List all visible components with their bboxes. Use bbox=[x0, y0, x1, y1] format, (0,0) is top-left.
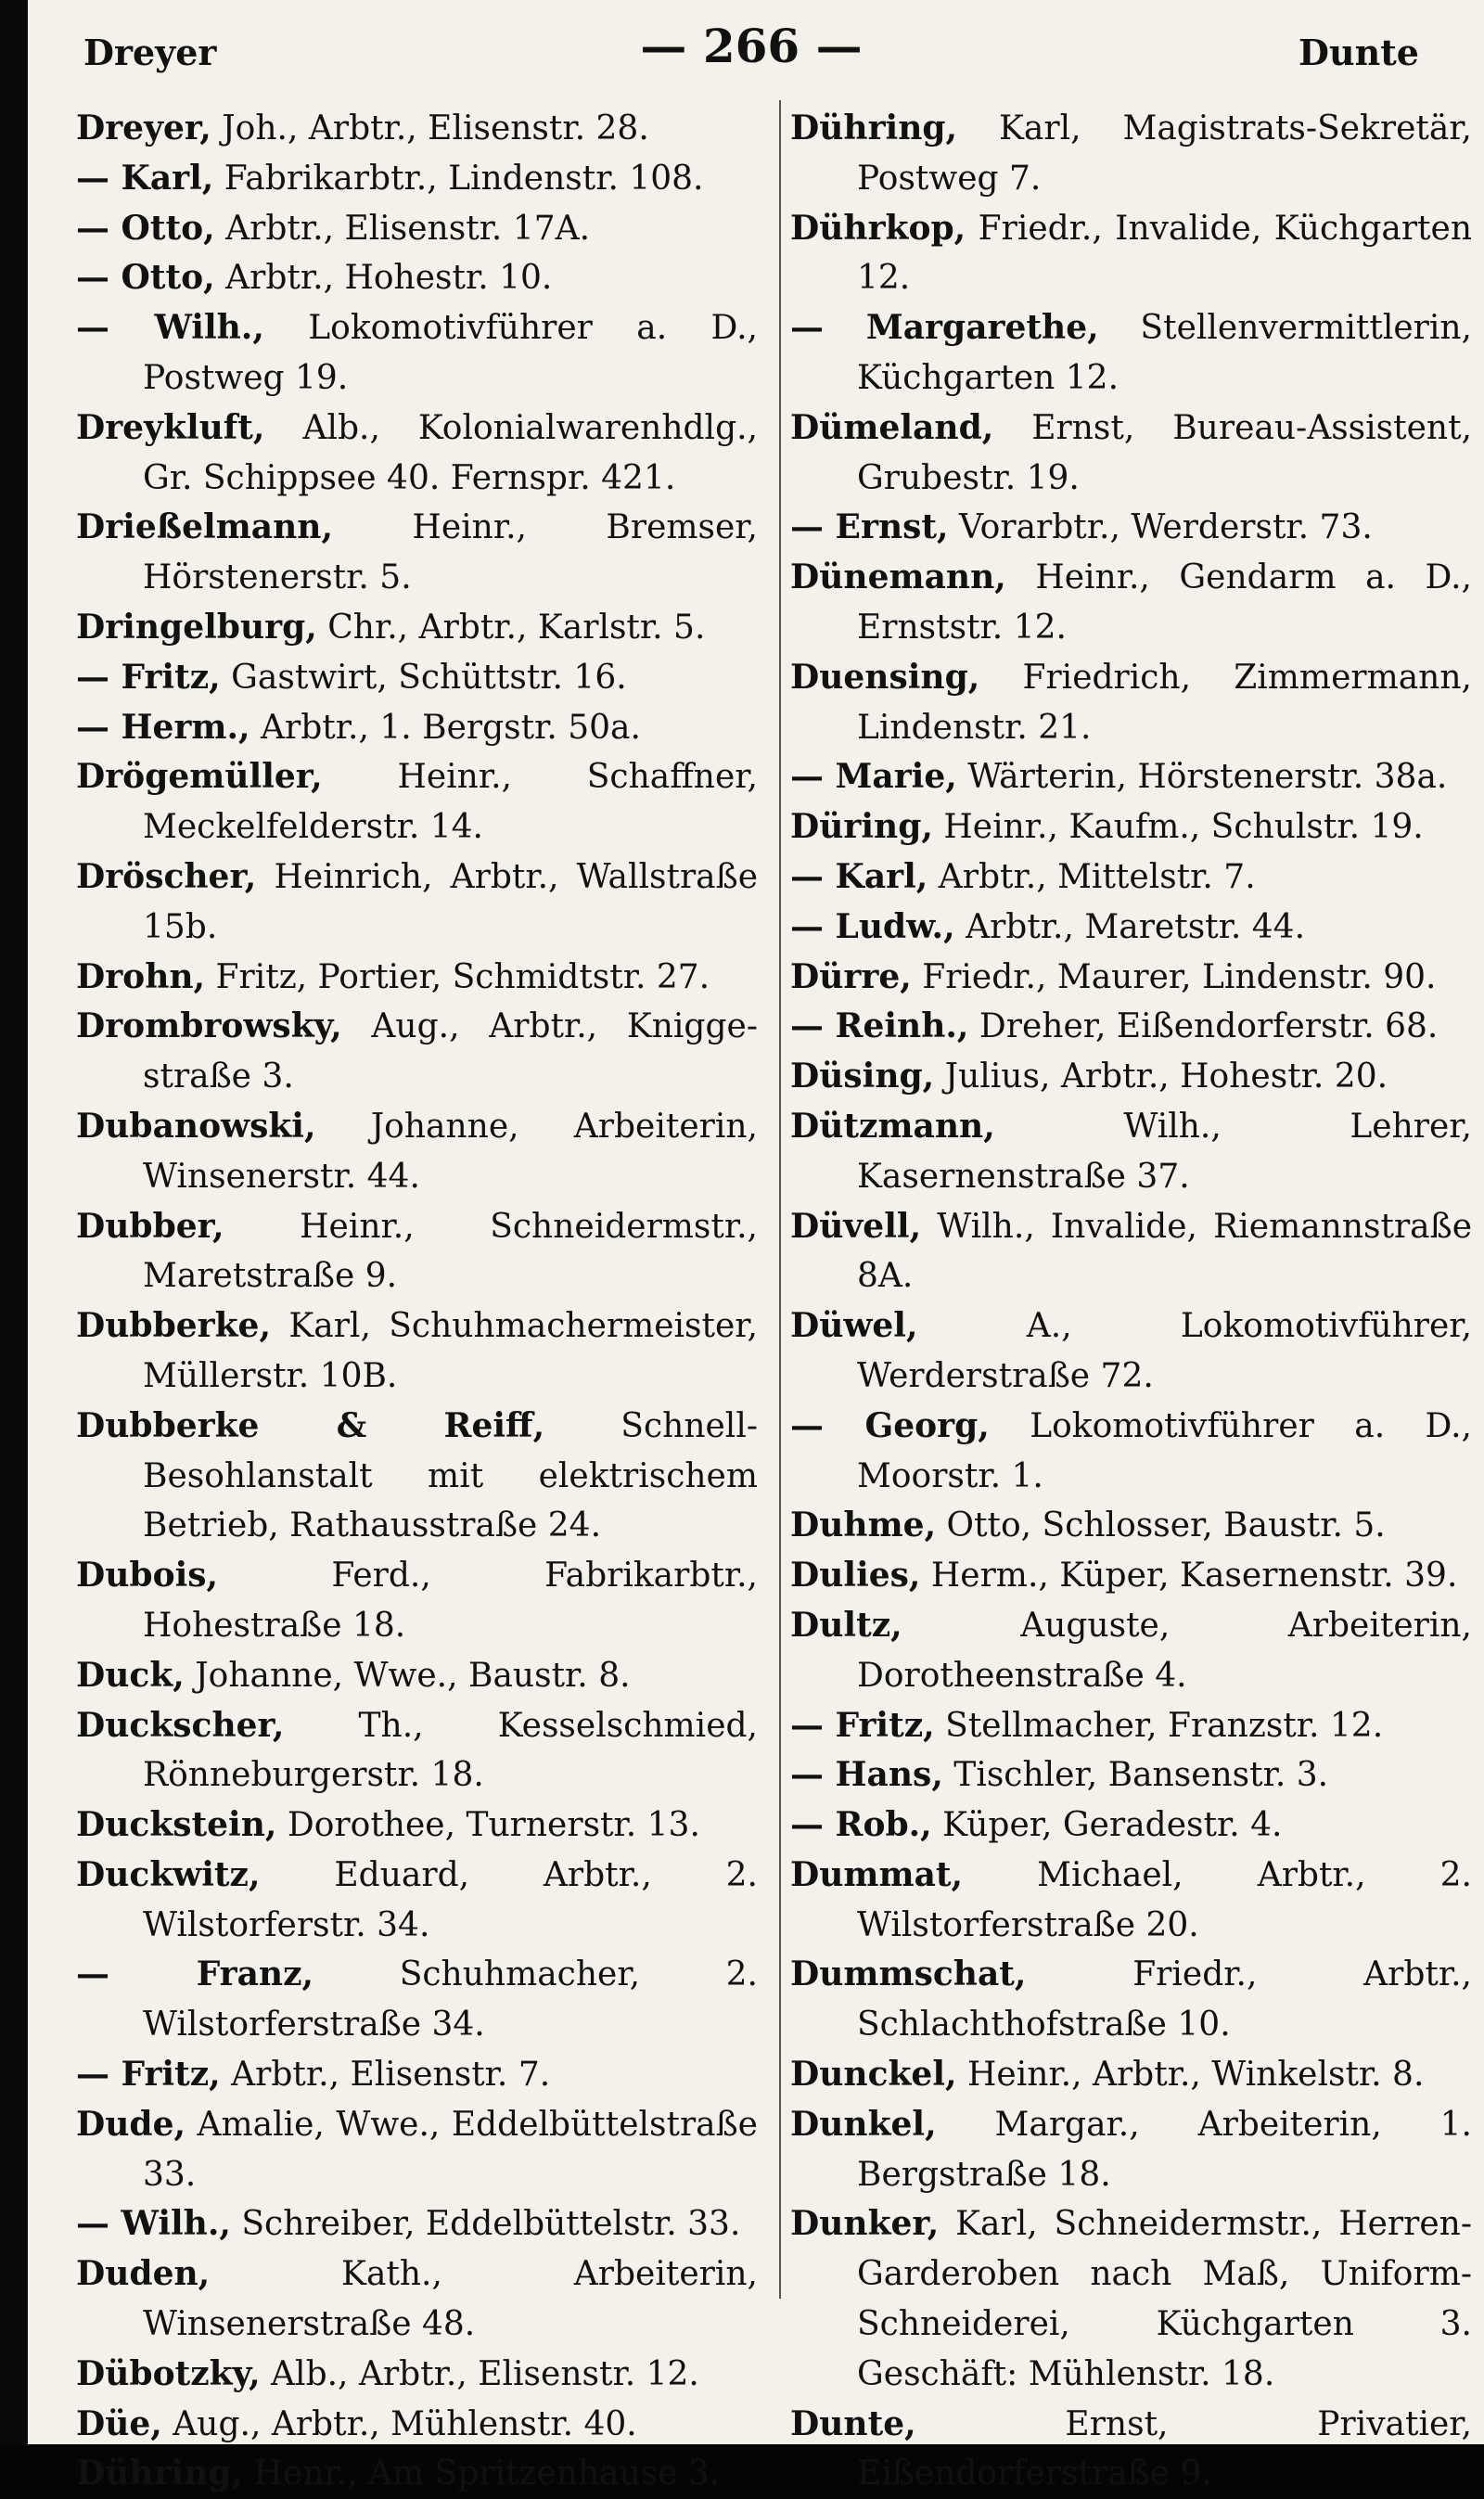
directory-entry bbox=[790, 1501, 1472, 1551]
directory-entry bbox=[76, 2100, 758, 2200]
entry-name: Dubois, bbox=[76, 1556, 219, 1596]
directory-entry bbox=[790, 653, 1472, 753]
entry-name: Dubanowski, bbox=[76, 1106, 316, 1146]
directory-entry bbox=[76, 2449, 758, 2499]
entry-details: Dreher, Eißendorferstr. 68. bbox=[968, 1007, 1439, 1046]
entry-name: Duck, bbox=[76, 1655, 185, 1695]
directory-entry bbox=[790, 1102, 1472, 1202]
entry-details: Michael, Arbtr., 2. Wilstorferstraße 20. bbox=[857, 1855, 1472, 1944]
directory-entry bbox=[76, 2350, 758, 2400]
left-column bbox=[76, 104, 758, 2499]
directory-entry bbox=[76, 752, 758, 852]
directory-entry bbox=[790, 1701, 1472, 1751]
entry-name: — Ludw., bbox=[790, 906, 955, 946]
directory-entry bbox=[76, 1551, 758, 1651]
entry-name: Drögemüller, bbox=[76, 757, 323, 797]
entry-name: — Karl, bbox=[76, 158, 214, 198]
entry-name: — Herm., bbox=[76, 707, 250, 747]
entry-details: Johanne, Wwe., Baustr. 8. bbox=[184, 1656, 631, 1695]
entry-details: Heinr., Kaufm., Schulstr. 19. bbox=[932, 808, 1424, 847]
entry-name: — Otto, bbox=[76, 258, 215, 298]
entry-name: Dürre, bbox=[790, 956, 912, 996]
directory-entry bbox=[76, 2249, 758, 2350]
directory-entry bbox=[790, 852, 1472, 903]
entry-name: Duckscher, bbox=[76, 1705, 285, 1745]
directory-entry bbox=[790, 1301, 1472, 1402]
directory-entry bbox=[76, 1202, 758, 1302]
entry-details: Stellmacher, Franzstr. 12. bbox=[934, 1706, 1384, 1745]
entry-details: Wärterin, Hörstenerstr. 38a. bbox=[956, 758, 1448, 797]
entry-name: Dummat, bbox=[790, 1854, 964, 1894]
entry-details: Wilh., Invalide, Riemannstraße 8A. bbox=[857, 1207, 1472, 1296]
entry-name: Dührkop, bbox=[790, 208, 966, 248]
entry-name: — Margarethe, bbox=[790, 308, 1099, 348]
entry-details: Arbtr., Maretstr. 44. bbox=[954, 907, 1306, 946]
entry-details: Heinr., Arbtr., Winkelstr. 8. bbox=[956, 2056, 1425, 2095]
directory-entry bbox=[76, 503, 758, 603]
entry-name: — Georg, bbox=[790, 1405, 990, 1445]
entry-details: Schnell-Besohlanstalt mit elektrischem Betrieb, Rathausstraße 24. bbox=[143, 1406, 758, 1545]
directory-entry bbox=[76, 852, 758, 953]
entry-details: Wilh., Lehrer, Kasernenstraße 37. bbox=[857, 1107, 1472, 1196]
right-column bbox=[790, 104, 1472, 2499]
entry-name: — Fritz, bbox=[790, 1705, 935, 1745]
entry-name: — Fritz, bbox=[76, 2055, 221, 2095]
header-left-catchword: Dreyer bbox=[83, 32, 217, 73]
entry-details: Vorarbtr., Werderstr. 73. bbox=[948, 508, 1373, 547]
directory-entry bbox=[790, 2050, 1472, 2100]
entry-name: Düe, bbox=[76, 2403, 162, 2443]
entry-name: Dünemann, bbox=[790, 557, 1006, 597]
entry-details: Ferd., Fabrikarbtr., Hohestraße 18. bbox=[143, 1557, 758, 1645]
entry-name: Dunckel, bbox=[790, 2055, 957, 2095]
entry-details: Julius, Arbtr., Hohestr. 20. bbox=[934, 1057, 1388, 1096]
entry-details: Arbtr., 1. Bergstr. 50a. bbox=[249, 708, 641, 747]
directory-entry bbox=[790, 2100, 1472, 2200]
directory-entry bbox=[790, 1551, 1472, 1601]
directory-entry bbox=[76, 1701, 758, 1801]
column-divider bbox=[779, 100, 781, 2299]
entry-details: Karl, Schuhmachermeister, Müllerstr. 10B. bbox=[143, 1307, 758, 1395]
directory-entry bbox=[790, 953, 1472, 1003]
directory-entry bbox=[790, 1601, 1472, 1701]
entry-details: Arbtr., Mittelstr. 7. bbox=[928, 857, 1256, 896]
entry-details: Friedr., Invalide, Küchgarten 12. bbox=[857, 209, 1472, 298]
entry-name: Dübotzky, bbox=[76, 2353, 261, 2393]
entry-name: — Marie, bbox=[790, 757, 957, 797]
entry-name: Dühring, bbox=[76, 2454, 244, 2493]
directory-entry bbox=[76, 2199, 758, 2249]
directory-entry bbox=[790, 1950, 1472, 2050]
directory-entry bbox=[76, 1801, 758, 1851]
entry-name: Düwel, bbox=[790, 1306, 918, 1346]
entry-details: Margar., Arbeiterin, 1. Bergstraße 18. bbox=[857, 2105, 1472, 2194]
entry-name: Duckstein, bbox=[76, 1805, 277, 1845]
entry-name: Dreyer, bbox=[76, 109, 211, 147]
entry-details: Karl, Schneidermstr., Herren-Garderoben nach Maß, Uniform-Schneiderei, Küchgarten 3. Geschäft: Mühlenstr. 18. bbox=[857, 2205, 1472, 2393]
entry-name: — Reinh., bbox=[790, 1006, 969, 1046]
directory-entry bbox=[76, 2400, 758, 2450]
entry-name: Drohn, bbox=[76, 956, 206, 996]
entry-details: Kath., Arbeiterin, Winsenerstraße 48. bbox=[143, 2255, 758, 2344]
directory-entry bbox=[790, 503, 1472, 553]
entry-details: Schreiber, Eddelbüttelstr. 33. bbox=[230, 2205, 741, 2244]
entry-name: — Wilh., bbox=[76, 2204, 231, 2244]
entry-details: Ernst, Bureau-Assistent, Grubestr. 19. bbox=[857, 408, 1472, 497]
entry-details: Lokomotivführer a. D., Moorstr. 1. bbox=[857, 1406, 1472, 1495]
entry-name: Duensing, bbox=[790, 657, 980, 697]
entry-name: Dützmann, bbox=[790, 1106, 995, 1146]
entry-name: Dringelburg, bbox=[76, 607, 317, 647]
directory-entry bbox=[76, 154, 758, 204]
entry-details: Johanne, Arbeiterin, Winsenerstr. 44. bbox=[143, 1107, 758, 1196]
entry-details: Ernst, Privatier, Eißendorferstraße 9. bbox=[857, 2404, 1472, 2493]
directory-entry bbox=[790, 1052, 1472, 1102]
directory-entry bbox=[790, 404, 1472, 504]
entry-name: Dunkel, bbox=[790, 2104, 937, 2144]
entry-details: Heinr., Gendarm a. D., Ernststr. 12. bbox=[857, 558, 1472, 647]
entry-details: Küper, Geradestr. 4. bbox=[931, 1806, 1283, 1845]
entry-name: Dreykluft, bbox=[76, 407, 265, 447]
directory-entry bbox=[790, 2400, 1472, 2499]
entry-name: Dümeland, bbox=[790, 407, 994, 447]
entry-details: Th., Kesselschmied, Rönneburgerstr. 18. bbox=[143, 1706, 758, 1795]
directory-entry bbox=[76, 953, 758, 1003]
directory-entry bbox=[790, 1750, 1472, 1801]
entry-details: Eduard, Arbtr., 2. Wilstorferstr. 34. bbox=[143, 1855, 758, 1944]
directory-entry bbox=[76, 303, 758, 404]
entry-name: — Karl, bbox=[790, 856, 928, 896]
directory-entry bbox=[790, 104, 1472, 204]
directory-entry bbox=[790, 1851, 1472, 1951]
entry-name: Drießelmann, bbox=[76, 507, 333, 547]
directory-entry bbox=[76, 1950, 758, 2050]
directory-entry bbox=[76, 653, 758, 703]
entry-details: Alb., Kolonialwarenhdlg., Gr. Schippsee 40. Fernspr. 421. bbox=[143, 408, 758, 497]
header-right-catchword: Dunte bbox=[1298, 32, 1419, 73]
entry-details: Stellenvermittlerin, Küchgarten 12. bbox=[857, 309, 1472, 397]
directory-entry bbox=[76, 1651, 758, 1701]
entry-name: Dubberke, bbox=[76, 1306, 271, 1346]
entry-details: Arbtr., Elisenstr. 17A. bbox=[214, 209, 591, 248]
entry-name: Duckwitz, bbox=[76, 1854, 261, 1894]
entry-details: Chr., Arbtr., Karlstr. 5. bbox=[316, 608, 706, 647]
entry-details: Friedrich, Zimmermann, Lindenstr. 21. bbox=[857, 658, 1472, 747]
entry-name: Dunker, bbox=[790, 2204, 940, 2244]
directory-entry bbox=[76, 603, 758, 653]
directory-page bbox=[28, 0, 1484, 2493]
entry-details: Karl, Magistrats-Sekretär, Postweg 7. bbox=[857, 109, 1472, 198]
entry-details: Fabrikarbtr., Lindenstr. 108. bbox=[213, 159, 704, 198]
entry-name: Dröscher, bbox=[76, 856, 257, 896]
entry-details: Henr., Am Spritzenhause 3. bbox=[243, 2454, 721, 2493]
page-number: — 266 — bbox=[640, 19, 863, 73]
entry-details: Heinr., Schaffner, Meckelfelderstr. 14. bbox=[143, 758, 758, 847]
entry-name: Drombrowsky, bbox=[76, 1006, 342, 1046]
entry-details: Heinrich, Arbtr., Wallstraße 15b. bbox=[143, 857, 758, 946]
entry-details: Friedr., Maurer, Lindenstr. 90. bbox=[911, 957, 1437, 996]
entry-details: Arbtr., Elisenstr. 7. bbox=[220, 2056, 551, 2095]
entry-name: Dude, bbox=[76, 2104, 186, 2144]
entry-name: Dubber, bbox=[76, 1206, 224, 1246]
entry-details: Aug., Arbtr., Mühlenstr. 40. bbox=[161, 2404, 637, 2443]
directory-entry bbox=[790, 1402, 1472, 1502]
entry-details: Herm., Küper, Kasernenstr. 39. bbox=[920, 1557, 1458, 1596]
directory-entry bbox=[790, 1801, 1472, 1851]
entry-name: — Rob., bbox=[790, 1805, 932, 1845]
entry-details: Arbtr., Hohestr. 10. bbox=[214, 259, 553, 298]
directory-entry bbox=[790, 1002, 1472, 1052]
entry-details: Friedr., Arbtr., Schlachthofstraße 10. bbox=[857, 1955, 1472, 2044]
directory-entry bbox=[790, 1202, 1472, 1302]
entry-name: Duden, bbox=[76, 2254, 211, 2294]
entry-details: A., Lokomotivführer, Werderstraße 72. bbox=[857, 1307, 1472, 1395]
entry-name: — Ernst, bbox=[790, 507, 949, 547]
running-head bbox=[83, 17, 1419, 72]
directory-entry bbox=[76, 1301, 758, 1402]
directory-entry bbox=[790, 802, 1472, 852]
entry-details: Auguste, Arbeiterin, Dorotheenstraße 4. bbox=[857, 1606, 1472, 1695]
entry-details: Heinr., Bremser, Hörstenerstr. 5. bbox=[143, 508, 758, 597]
entry-details: Gastwirt, Schüttstr. 16. bbox=[220, 658, 627, 697]
entry-name: Dummschat, bbox=[790, 1954, 1027, 1994]
entry-details: Lokomotivführer a. D., Postweg 19. bbox=[143, 309, 758, 397]
directory-entry bbox=[790, 903, 1472, 953]
directory-entry bbox=[76, 104, 758, 154]
directory-entry bbox=[76, 204, 758, 254]
entry-name: Dubberke & Reiff, bbox=[76, 1405, 545, 1445]
entry-name: Dulies, bbox=[790, 1556, 921, 1596]
entry-details: Dorothee, Turnerstr. 13. bbox=[276, 1806, 700, 1845]
entry-name: — Franz, bbox=[76, 1954, 314, 1994]
directory-entry bbox=[790, 752, 1472, 802]
entry-name: Dultz, bbox=[790, 1605, 902, 1645]
entry-name: — Wilh., bbox=[76, 308, 264, 348]
directory-entry bbox=[76, 2050, 758, 2100]
entry-name: Düsing, bbox=[790, 1057, 935, 1096]
directory-entry bbox=[790, 204, 1472, 304]
page-gutter-edge bbox=[0, 0, 28, 2444]
entry-details: Tischler, Bansenstr. 3. bbox=[942, 1756, 1329, 1795]
entry-details: Fritz, Portier, Schmidtstr. 27. bbox=[205, 957, 710, 996]
directory-entry bbox=[790, 303, 1472, 404]
entry-name: Dühring, bbox=[790, 109, 958, 147]
entry-name: — Otto, bbox=[76, 208, 215, 248]
entry-name: — Hans, bbox=[790, 1755, 943, 1795]
entry-details: Otto, Schlosser, Baustr. 5. bbox=[936, 1506, 1386, 1545]
entry-name: Duhme, bbox=[790, 1506, 937, 1545]
directory-entry bbox=[76, 1402, 758, 1551]
directory-entry bbox=[76, 1851, 758, 1951]
directory-entry bbox=[790, 2199, 1472, 2399]
directory-entry bbox=[76, 1002, 758, 1102]
entry-details: Heinr., Schneidermstr., Maretstraße 9. bbox=[143, 1207, 758, 1296]
entry-details: Amalie, Wwe., Eddelbüttelstraße 33. bbox=[143, 2105, 758, 2194]
entry-details: Schuhmacher, 2. Wilstorferstraße 34. bbox=[143, 1955, 758, 2044]
directory-entry bbox=[76, 253, 758, 303]
entry-name: Düring, bbox=[790, 807, 933, 847]
entry-name: Dunte, bbox=[790, 2403, 916, 2443]
entry-details: Alb., Arbtr., Elisenstr. 12. bbox=[260, 2354, 699, 2393]
directory-entry bbox=[76, 404, 758, 504]
entry-details: Joh., Arbtr., Elisenstr. 28. bbox=[211, 109, 649, 147]
directory-entry bbox=[76, 703, 758, 753]
entry-name: Düvell, bbox=[790, 1206, 922, 1246]
entry-details: Aug., Arbtr., Kniggestraße 3. bbox=[143, 1007, 758, 1096]
entry-name: — Fritz, bbox=[76, 657, 221, 697]
directory-entry bbox=[76, 1102, 758, 1202]
directory-entry bbox=[790, 553, 1472, 653]
